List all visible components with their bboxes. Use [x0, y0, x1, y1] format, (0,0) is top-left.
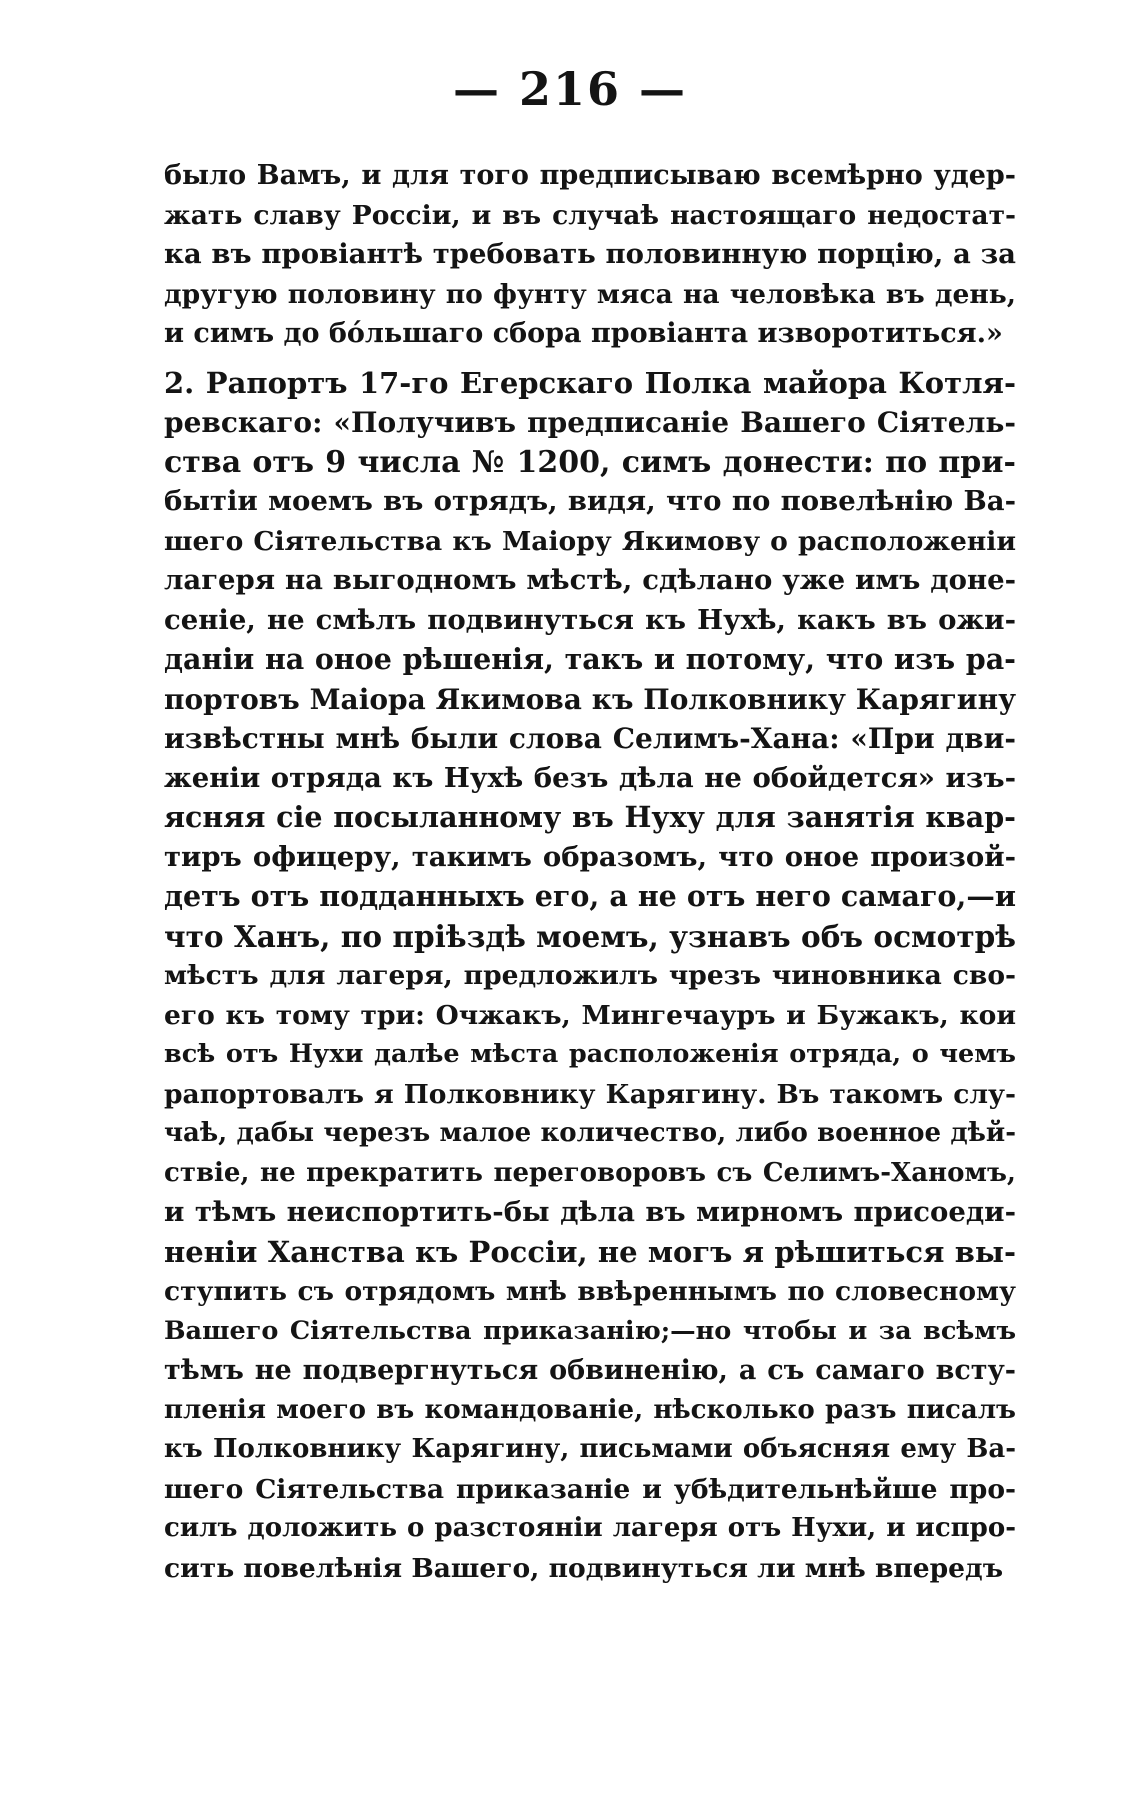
text-line: шего Сіятельства приказаніе и убѣдительнѣйше про-	[164, 1473, 1016, 1505]
text-line: мѣстъ для лагеря, предложилъ чрезъ чиновника сво-	[164, 960, 1016, 991]
paragraph-2	[164, 364, 1016, 1589]
text-line: что Ханъ, по пріѣздѣ моемъ, узнавъ объ осмотрѣ	[164, 918, 1016, 954]
text-line: другую половину по фунту мяса на человѣка въ день,	[164, 278, 1016, 310]
text-line: сить повелѣнія Вашего, подвинуться ли мнѣ впередъ	[164, 1552, 1004, 1584]
text-line: ступить съ отрядомъ мнѣ ввѣреннымъ по словесному	[164, 1276, 1016, 1307]
text-line: ясняя сіе посыланному въ Нуху для занятія квар-	[164, 800, 1016, 834]
text-line: его къ тому три: Очжакъ, Мингечауръ и Бужакъ, кои	[164, 999, 1016, 1031]
text-line: было Вамъ, и для того предписываю всемѣрно удер-	[164, 160, 1016, 191]
text-line: бытіи моемъ въ отрядъ, видя, что по повелѣнію Ва-	[164, 485, 1016, 517]
text-line: тѣмъ не подвергнуться обвиненію, а съ самаго всту-	[164, 1355, 1016, 1386]
text-line: неніи Ханства къ Россіи, не могъ я рѣшиться вы-	[164, 1234, 1016, 1269]
text-line: извѣстны мнѣ были слова Селимъ-Хана: «При дви-	[164, 722, 1016, 755]
text-line: сеніе, не смѣлъ подвинуться къ Нухѣ, какъ въ ожи-	[164, 603, 1016, 636]
text-line: ревскаго: «Получивъ предписаніе Вашего Сіятель-	[164, 406, 1016, 439]
text-line: чаѣ, дабы черезъ малое количество, либо военное дѣй-	[164, 1118, 1016, 1148]
text-line: женіи отряда къ Нухѣ безъ дѣла не обойдется» изъ-	[164, 761, 1016, 794]
text-line: всѣ отъ Нухи далѣе мѣста расположенія отряда, о чемъ	[164, 1039, 1016, 1069]
text-line: къ Полковнику Карягину, письмами объясняя ему Ва-	[164, 1434, 1016, 1464]
text-line: рапортовалъ я Полковнику Карягину. Въ такомъ слу-	[164, 1078, 1016, 1110]
text-line: ства отъ 9 числа № 1200, симъ донести: по при-	[164, 444, 1016, 480]
text-line: тиръ офицеру, такимъ образомъ, что оное произой-	[164, 840, 1016, 873]
page-number: — 216 —	[452, 62, 688, 116]
text-line: Вашего Сіятельства приказанію;—но чтобы и за всѣмъ	[164, 1315, 1016, 1346]
text-line: жать славу Россіи, и въ случаѣ настоящаго недостат-	[164, 199, 1016, 231]
text-line: силъ доложить о разстояніи лагеря отъ Нухи, и испро-	[164, 1513, 1016, 1543]
text-line: и симъ до бóльшаго сбора провіанта изворотиться.»	[164, 318, 1003, 349]
text-line: портовъ Маіора Якимова къ Полковнику Карягину	[164, 682, 1016, 716]
text-line: детъ отъ подданныхъ его, а не отъ него самаго,—и	[164, 879, 1016, 913]
text-line: ка въ провіантѣ требовать половинную порцію, а за	[164, 238, 1016, 270]
text-line: шего Сіятельства къ Маіору Якимову о расположеніи	[164, 525, 1016, 557]
text-line: лагеря на выгодномъ мѣстѣ, сдѣлано уже имъ доне-	[164, 564, 1016, 596]
text-line: даніи на оное рѣшенія, такъ и потому, что изъ ра-	[164, 642, 1016, 676]
text-line: и тѣмъ неиспортить-бы дѣла въ мирномъ присоеди-	[164, 1196, 1016, 1228]
text-line: 2. Рапортъ 17-го Егерскаго Полка майора Котля-	[164, 365, 1016, 400]
paragraph-1	[164, 156, 1016, 354]
body-text	[164, 156, 1016, 1588]
text-line: ствіе, не прекратить переговоровъ съ Селимъ-Ханомъ,	[164, 1157, 1016, 1188]
text-line: пленія моего въ командованіе, нѣсколько разъ писалъ	[164, 1394, 1016, 1425]
